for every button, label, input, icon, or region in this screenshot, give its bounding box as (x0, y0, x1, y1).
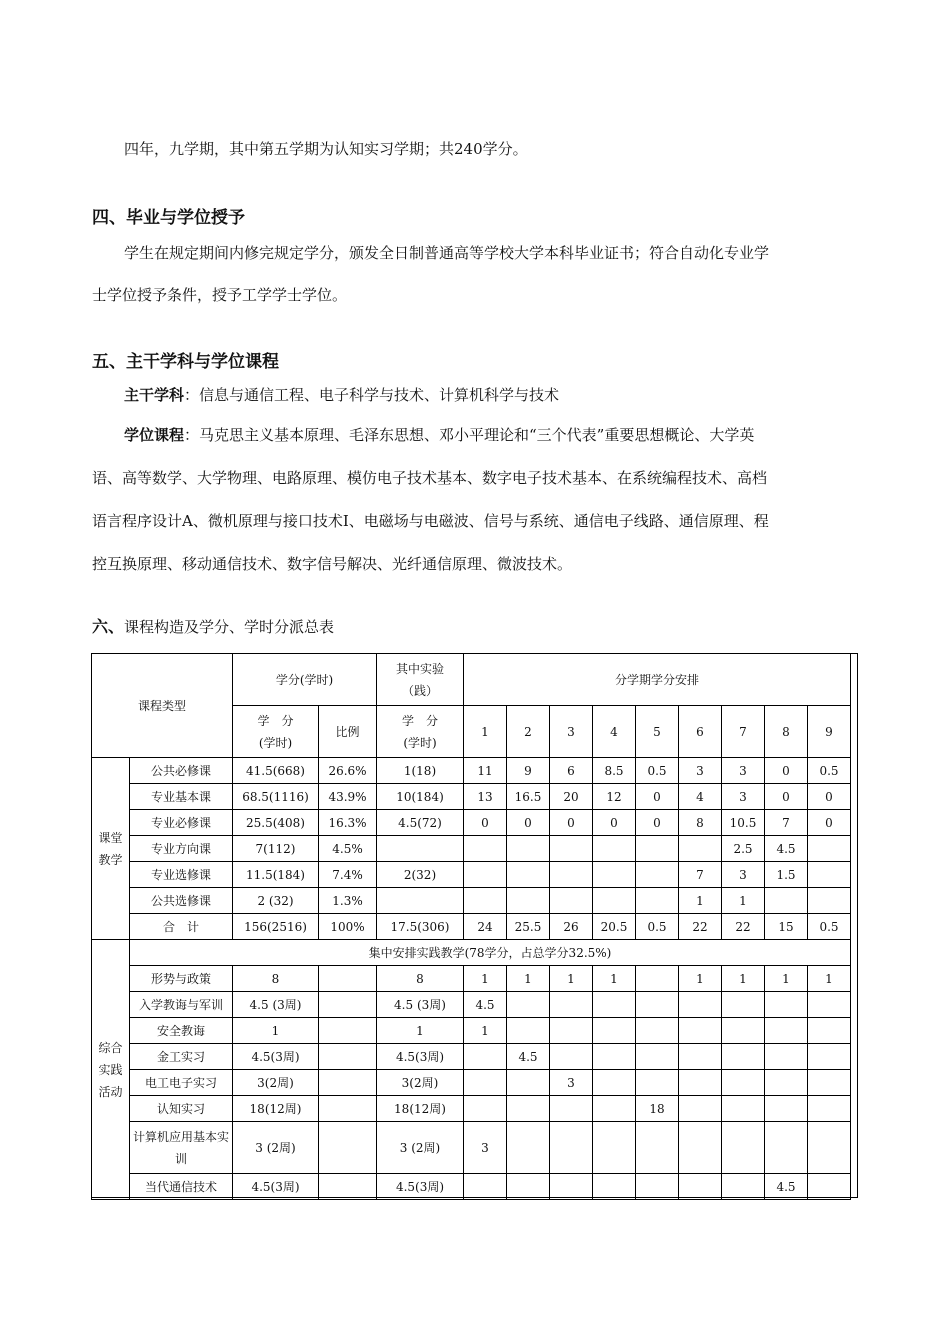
semester-credit-cell-2: 9 (507, 758, 550, 784)
credit-cell: 156(2516) (233, 914, 319, 940)
course-name-cell: 形势与政策 (130, 966, 233, 992)
course-name-cell: 专业必修课 (130, 810, 233, 836)
subheader-credit-line2: (学时) (258, 735, 293, 750)
ratio-cell: 1.3% (319, 888, 377, 914)
degree-course-line2: 语、高等数学、大学物理、电路原理、模仿电子技术基本、数字电子技术基本、在系统编程技术、高档 (92, 469, 768, 487)
semester-credit-cell-9: 0.5 (808, 914, 851, 940)
subheader-ratio: 比例 (319, 706, 377, 758)
semester-credit-cell-4 (593, 992, 636, 1018)
semester-credit-cell-1 (464, 888, 507, 914)
semester-credit-cell-7: 22 (722, 914, 765, 940)
group-label-practice-line3: 活动 (98, 1084, 123, 1099)
semester-credit-cell-8 (765, 1096, 808, 1122)
lab-credit-cell: 17.5(306) (377, 914, 464, 940)
table-row (92, 1044, 851, 1070)
course-name-cell: 认知实习 (130, 1096, 233, 1122)
semester-credit-cell-3: 6 (550, 758, 593, 784)
group-label-classroom-line1: 课堂 (98, 830, 123, 845)
semester-credit-cell-3 (550, 992, 593, 1018)
degree-course-label: 学位课程 (124, 426, 185, 444)
semester-header-2: 2 (507, 706, 550, 758)
semester-credit-cell-7 (722, 992, 765, 1018)
semester-credit-cell-7 (722, 1018, 765, 1044)
semester-credit-cell-3 (550, 1122, 593, 1174)
semester-credit-cell-3 (550, 1096, 593, 1122)
ratio-cell (319, 1174, 377, 1200)
semester-credit-cell-4 (593, 836, 636, 862)
credit-cell: 18(12周) (233, 1096, 319, 1122)
ratio-cell: 43.9% (319, 784, 377, 810)
semester-credit-cell-5 (636, 992, 679, 1018)
semester-credit-cell-9 (808, 992, 851, 1018)
intro-line: 四年，九学期，其中第五学期为认知实习学期；共240学分。 (124, 140, 528, 158)
lab-credit-cell (377, 888, 464, 914)
credit-cell: 1 (233, 1018, 319, 1044)
semester-credit-cell-4 (593, 1096, 636, 1122)
semester-credit-cell-2 (507, 836, 550, 862)
semester-credit-cell-1: 24 (464, 914, 507, 940)
semester-credit-cell-2 (507, 1174, 550, 1200)
credit-cell: 2 (32) (233, 888, 319, 914)
course-name-cell: 入学教诲与军训 (130, 992, 233, 1018)
semester-credit-cell-9 (808, 1018, 851, 1044)
semester-credit-cell-2 (507, 1122, 550, 1174)
semester-credit-cell-5: 0 (636, 810, 679, 836)
semester-credit-cell-9 (808, 836, 851, 862)
header-lab-line1: 其中实验 (395, 661, 444, 676)
semester-header-8: 8 (765, 706, 808, 758)
semester-credit-cell-3 (550, 836, 593, 862)
semester-credit-cell-7: 1 (722, 888, 765, 914)
semester-credit-cell-6 (679, 1018, 722, 1044)
semester-credit-cell-5 (636, 1070, 679, 1096)
semester-credit-cell-9 (808, 1096, 851, 1122)
semester-credit-cell-2: 1 (507, 966, 550, 992)
semester-credit-cell-3: 20 (550, 784, 593, 810)
semester-credit-cell-3 (550, 862, 593, 888)
semester-credit-cell-1 (464, 1070, 507, 1096)
credit-cell: 11.5(184) (233, 862, 319, 888)
table-row (92, 992, 851, 1018)
semester-credit-cell-8: 1.5 (765, 862, 808, 888)
lab-credit-cell: 18(12周) (377, 1096, 464, 1122)
semester-credit-cell-7: 3 (722, 862, 765, 888)
lab-credit-cell: 3(2周) (377, 1070, 464, 1096)
table-row (92, 1174, 851, 1200)
semester-credit-cell-5 (636, 966, 679, 992)
semester-credit-cell-2 (507, 992, 550, 1018)
section4-para-line2: 士学位授予条件，授予工学学士学位。 (92, 286, 348, 304)
semester-credit-cell-6 (679, 1174, 722, 1200)
semester-credit-cell-5 (636, 1044, 679, 1070)
course-name-cell: 公共选修课 (130, 888, 233, 914)
semester-credit-cell-2 (507, 1018, 550, 1044)
semester-credit-cell-2: 25.5 (507, 914, 550, 940)
subheader-lab-line1: 学 分 (401, 713, 438, 728)
semester-credit-cell-3: 26 (550, 914, 593, 940)
semester-credit-cell-5 (636, 888, 679, 914)
semester-credit-cell-4 (593, 1174, 636, 1200)
semester-credit-cell-1 (464, 1174, 507, 1200)
semester-credit-cell-5: 0 (636, 784, 679, 810)
main-discipline-text: ：信息与通信工程、电子科学与技术、计算机科学与技术 (184, 386, 560, 404)
semester-header-1: 1 (464, 706, 507, 758)
semester-credit-cell-7 (722, 1096, 765, 1122)
semester-header-7: 7 (722, 706, 765, 758)
semester-credit-cell-5 (636, 1018, 679, 1044)
table-row (92, 758, 851, 784)
semester-credit-cell-9 (808, 1044, 851, 1070)
ratio-cell (319, 1018, 377, 1044)
group-label-classroom-line2: 教学 (98, 852, 123, 867)
semester-credit-cell-6 (679, 836, 722, 862)
semester-credit-cell-1: 0 (464, 810, 507, 836)
semester-credit-cell-8 (765, 1070, 808, 1096)
course-name-cell: 专业方向课 (130, 836, 233, 862)
credit-cell: 7(112) (233, 836, 319, 862)
semester-credit-cell-4: 12 (593, 784, 636, 810)
semester-credit-cell-1: 1 (464, 966, 507, 992)
section4-para-line1: 学生在规定期间内修完规定学分，颁发全日制普通高等学校大学本科毕业证书；符合自动化专业学 (124, 244, 770, 262)
semester-credit-cell-9 (808, 862, 851, 888)
ratio-cell (319, 1044, 377, 1070)
semester-credit-cell-8 (765, 1122, 808, 1174)
lab-credit-cell: 8 (377, 966, 464, 992)
semester-credit-cell-1 (464, 1044, 507, 1070)
lab-credit-cell: 10(184) (377, 784, 464, 810)
lab-credit-cell: 4.5(3周) (377, 1174, 464, 1200)
semester-credit-cell-2: 0 (507, 810, 550, 836)
semester-credit-cell-5: 0.5 (636, 914, 679, 940)
semester-credit-cell-7 (722, 1174, 765, 1200)
semester-credit-cell-3 (550, 888, 593, 914)
semester-credit-cell-9 (808, 1122, 851, 1174)
semester-credit-cell-1: 1 (464, 1018, 507, 1044)
semester-credit-cell-9: 0 (808, 810, 851, 836)
semester-credit-cell-2: 16.5 (507, 784, 550, 810)
semester-credit-cell-7: 3 (722, 758, 765, 784)
section5-heading: 五、主干学科与学位课程 (92, 352, 279, 372)
semester-credit-cell-6: 4 (679, 784, 722, 810)
semester-credit-cell-1: 3 (464, 1122, 507, 1174)
table-row (92, 940, 851, 966)
ratio-cell: 7.4% (319, 862, 377, 888)
semester-credit-cell-7 (722, 1044, 765, 1070)
semester-header-3: 3 (550, 706, 593, 758)
header-lab-line2: （践） (401, 683, 438, 698)
course-name-cell: 安全教诲 (130, 1018, 233, 1044)
semester-credit-cell-2 (507, 1096, 550, 1122)
semester-credit-cell-3 (550, 1174, 593, 1200)
semester-credit-cell-4: 20.5 (593, 914, 636, 940)
semester-credit-cell-1: 11 (464, 758, 507, 784)
table-row (92, 1096, 851, 1122)
semester-credit-cell-2 (507, 862, 550, 888)
semester-credit-cell-6 (679, 992, 722, 1018)
table-row (92, 966, 851, 992)
semester-credit-cell-5 (636, 1122, 679, 1174)
table-row (92, 1070, 851, 1096)
table-row (92, 810, 851, 836)
semester-credit-cell-4: 0 (593, 810, 636, 836)
semester-header-9: 9 (808, 706, 851, 758)
practice-banner-cell: 集中安排实践教学(78学分，占总学分32.5%) (130, 940, 851, 966)
semester-credit-cell-6 (679, 1044, 722, 1070)
course-name-cell: 合 计 (130, 914, 233, 940)
semester-header-4: 4 (593, 706, 636, 758)
semester-credit-cell-6: 3 (679, 758, 722, 784)
semester-credit-cell-6: 22 (679, 914, 722, 940)
section6-heading-text: 课程构造及学分、学时分派总表 (124, 618, 335, 636)
semester-credit-cell-2 (507, 888, 550, 914)
main-discipline-label: 主干学科 (124, 386, 185, 404)
section6-heading-num: 六、 (92, 617, 125, 636)
header-course-type: 课程类型 (92, 654, 233, 758)
credit-cell: 3 (2周) (233, 1122, 319, 1174)
header-credit: 学分(学时) (233, 654, 377, 706)
course-name-cell: 公共必修课 (130, 758, 233, 784)
semester-credit-cell-3 (550, 1018, 593, 1044)
table-row (92, 888, 851, 914)
semester-credit-cell-7 (722, 1122, 765, 1174)
semester-credit-cell-4 (593, 1070, 636, 1096)
semester-credit-cell-8: 15 (765, 914, 808, 940)
table-row (92, 1122, 851, 1174)
course-name-cell: 当代通信技术 (130, 1174, 233, 1200)
semester-credit-cell-7: 3 (722, 784, 765, 810)
semester-credit-cell-8 (765, 1018, 808, 1044)
semester-credit-cell-6: 8 (679, 810, 722, 836)
semester-credit-cell-4 (593, 862, 636, 888)
semester-credit-cell-1 (464, 862, 507, 888)
semester-credit-cell-5: 0.5 (636, 758, 679, 784)
semester-credit-cell-8 (765, 1044, 808, 1070)
lab-credit-cell: 4.5(72) (377, 810, 464, 836)
semester-credit-cell-5 (636, 862, 679, 888)
semester-credit-cell-9 (808, 888, 851, 914)
semester-credit-cell-9: 0.5 (808, 758, 851, 784)
semester-credit-cell-8 (765, 888, 808, 914)
credit-cell: 3(2周) (233, 1070, 319, 1096)
ratio-cell: 26.6% (319, 758, 377, 784)
semester-credit-cell-8: 7 (765, 810, 808, 836)
semester-credit-cell-9: 1 (808, 966, 851, 992)
main-discipline-line (124, 385, 892, 405)
ratio-cell (319, 1070, 377, 1096)
semester-credit-cell-6: 7 (679, 862, 722, 888)
semester-credit-cell-9: 0 (808, 784, 851, 810)
credit-cell: 4.5 (3周) (233, 992, 319, 1018)
course-name-cell: 电工电子实习 (130, 1070, 233, 1096)
credit-cell: 4.5(3周) (233, 1174, 319, 1200)
ratio-cell (319, 1096, 377, 1122)
course-name-cell: 计算机应用基本实训 (130, 1122, 233, 1174)
semester-credit-cell-1 (464, 1096, 507, 1122)
semester-credit-cell-9 (808, 1070, 851, 1096)
semester-credit-cell-4 (593, 888, 636, 914)
semester-credit-cell-8: 4.5 (765, 836, 808, 862)
subheader-credit (233, 706, 319, 758)
semester-credit-cell-7: 1 (722, 966, 765, 992)
semester-header-6: 6 (679, 706, 722, 758)
semester-credit-cell-8: 0 (765, 758, 808, 784)
semester-credit-cell-8: 1 (765, 966, 808, 992)
degree-course-line4: 控互换原理、移动通信技术、数字信号解决、光纤通信原理、微波技术。 (92, 555, 573, 573)
semester-credit-cell-4: 8.5 (593, 758, 636, 784)
lab-credit-cell (377, 836, 464, 862)
course-name-cell: 专业选修课 (130, 862, 233, 888)
semester-credit-cell-6 (679, 1070, 722, 1096)
ratio-cell: 4.5% (319, 836, 377, 862)
credit-cell: 41.5(668) (233, 758, 319, 784)
semester-credit-cell-3: 0 (550, 810, 593, 836)
semester-credit-cell-4 (593, 1044, 636, 1070)
ratio-cell (319, 992, 377, 1018)
semester-credit-cell-1: 4.5 (464, 992, 507, 1018)
semester-credit-cell-6: 1 (679, 888, 722, 914)
lab-credit-cell: 3 (2周) (377, 1122, 464, 1174)
semester-credit-cell-6: 1 (679, 966, 722, 992)
semester-header-5: 5 (636, 706, 679, 758)
group-label-classroom (92, 758, 130, 940)
subheader-credit-line1: 学 分 (257, 713, 294, 728)
course-structure-table (91, 653, 851, 1200)
ratio-cell: 16.3% (319, 810, 377, 836)
header-semester: 分学期学分安排 (464, 654, 851, 706)
ratio-cell (319, 966, 377, 992)
semester-credit-cell-8 (765, 992, 808, 1018)
lab-credit-cell: 1(18) (377, 758, 464, 784)
semester-credit-cell-2 (507, 1070, 550, 1096)
semester-credit-cell-4 (593, 1018, 636, 1044)
table-row (92, 914, 851, 940)
subheader-lab-line2: (学时) (403, 735, 437, 750)
subheader-lab (377, 706, 464, 758)
table-row (92, 784, 851, 810)
section6-heading (92, 617, 860, 637)
degree-course-line1 (124, 425, 892, 445)
credit-cell: 4.5(3周) (233, 1044, 319, 1070)
semester-credit-cell-6 (679, 1122, 722, 1174)
lab-credit-cell: 4.5(3周) (377, 1044, 464, 1070)
semester-credit-cell-3 (550, 1044, 593, 1070)
semester-credit-cell-4 (593, 1122, 636, 1174)
table-row (92, 836, 851, 862)
group-label-practice-line2: 实践 (98, 1062, 123, 1077)
ratio-cell: 100% (319, 914, 377, 940)
section4-heading: 四、毕业与学位授予 (92, 208, 245, 228)
semester-credit-cell-5: 18 (636, 1096, 679, 1122)
semester-credit-cell-7: 2.5 (722, 836, 765, 862)
lab-credit-cell: 4.5 (3周) (377, 992, 464, 1018)
semester-credit-cell-3: 3 (550, 1070, 593, 1096)
lab-credit-cell: 1 (377, 1018, 464, 1044)
course-name-cell: 金工实习 (130, 1044, 233, 1070)
ratio-cell (319, 1122, 377, 1174)
group-label-practice (92, 940, 130, 1200)
semester-credit-cell-2: 4.5 (507, 1044, 550, 1070)
semester-credit-cell-7 (722, 1070, 765, 1096)
semester-credit-cell-7: 10.5 (722, 810, 765, 836)
semester-credit-cell-4: 1 (593, 966, 636, 992)
degree-course-line3: 语言程序设计A、微机原理与接口技术Ⅰ、电磁场与电磁波、信号与系统、通信电子线路、通信原理、程 (92, 512, 769, 530)
semester-credit-cell-5 (636, 836, 679, 862)
degree-course-text1: ：马克思主义基本原理、毛泽东思想、邓小平理论和“三个代表”重要思想概论、大学英 (184, 426, 755, 444)
credit-cell: 25.5(408) (233, 810, 319, 836)
header-lab (377, 654, 464, 706)
credit-cell: 8 (233, 966, 319, 992)
semester-credit-cell-1: 13 (464, 784, 507, 810)
credit-cell: 68.5(1116) (233, 784, 319, 810)
semester-credit-cell-9 (808, 1174, 851, 1200)
semester-credit-cell-8: 0 (765, 784, 808, 810)
course-name-cell: 专业基本课 (130, 784, 233, 810)
table-row (92, 1018, 851, 1044)
table-row (92, 862, 851, 888)
semester-credit-cell-6 (679, 1096, 722, 1122)
semester-credit-cell-3: 1 (550, 966, 593, 992)
semester-credit-cell-1 (464, 836, 507, 862)
lab-credit-cell: 2(32) (377, 862, 464, 888)
semester-credit-cell-8: 4.5 (765, 1174, 808, 1200)
group-label-practice-line1: 综合 (98, 1040, 123, 1055)
semester-credit-cell-5 (636, 1174, 679, 1200)
